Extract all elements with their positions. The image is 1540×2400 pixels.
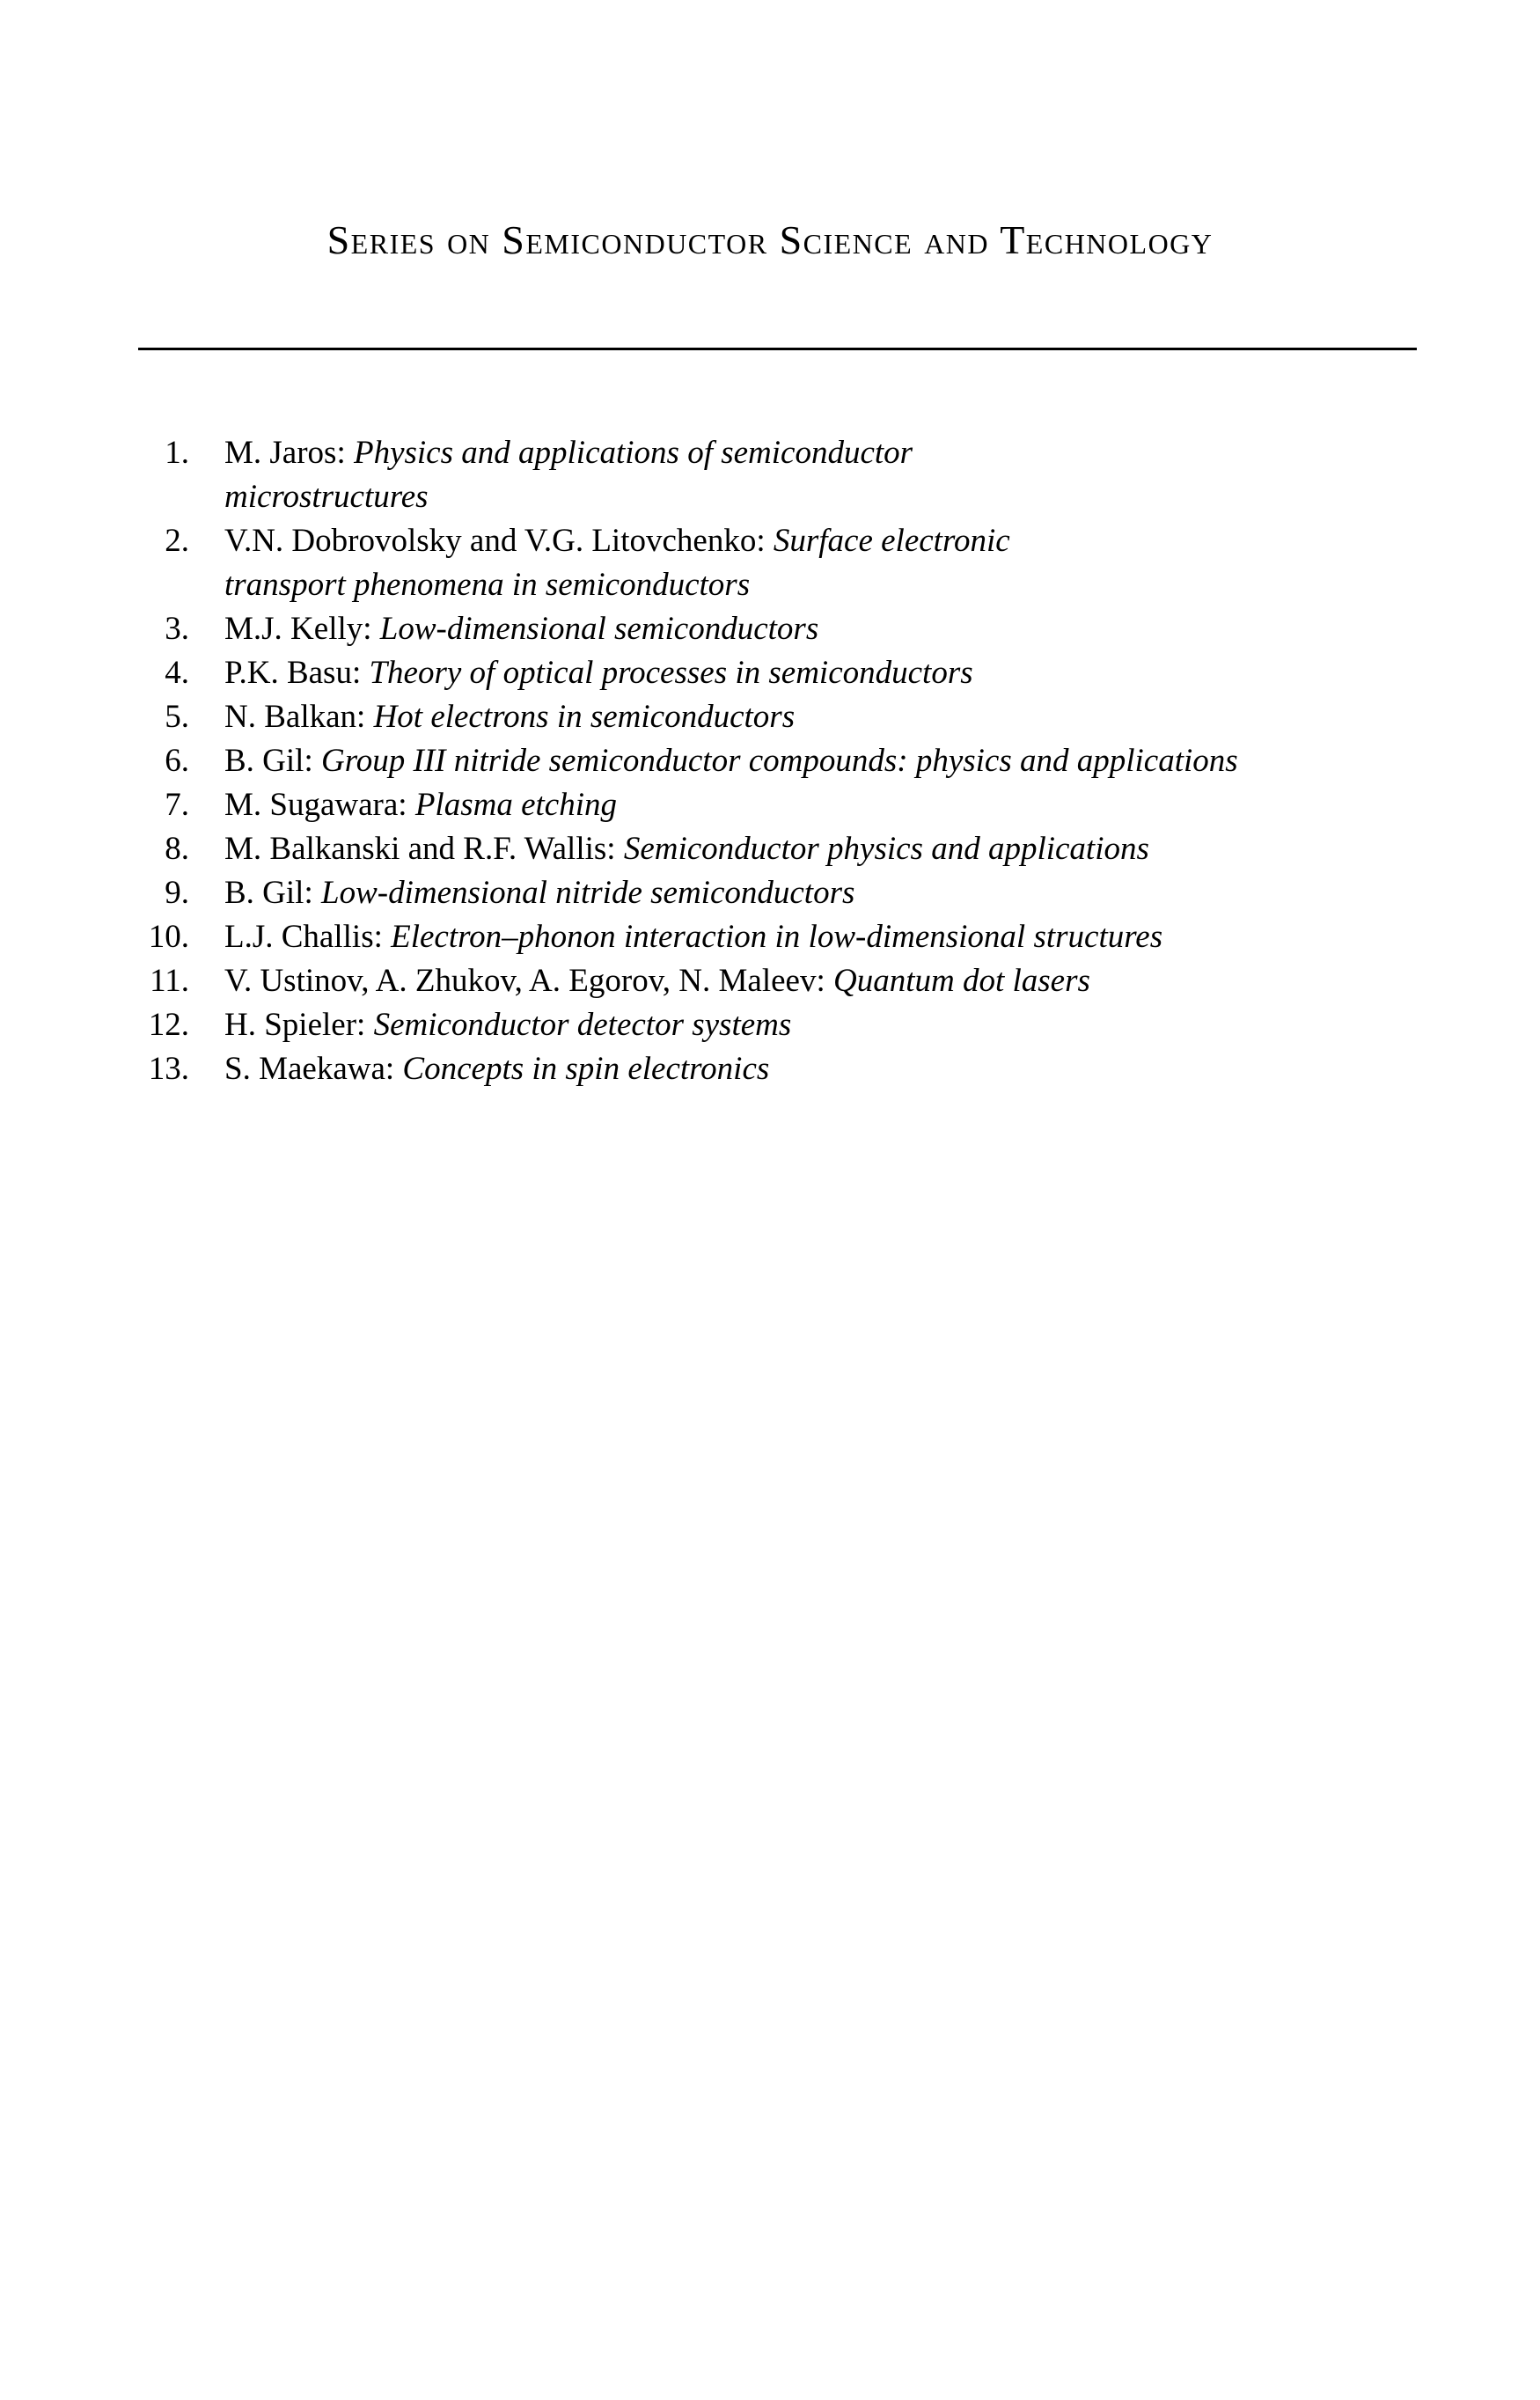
series-list <box>0 431 1540 1091</box>
item-text <box>224 871 854 915</box>
item-line <box>224 695 795 739</box>
item-number: 4. <box>165 654 189 691</box>
book-title: Quantum dot lasers <box>833 962 1090 999</box>
book-title: Group III nitride semiconductor compounds: physics and applications <box>321 742 1238 779</box>
book-series-page <box>0 0 1540 1091</box>
list-item <box>75 915 1540 959</box>
list-item <box>75 739 1540 783</box>
book-authors: N. Balkan: <box>224 698 374 735</box>
item-number: 2. <box>165 522 189 559</box>
item-line <box>224 519 1010 563</box>
list-item <box>75 695 1540 739</box>
item-line <box>224 783 617 827</box>
item-text <box>224 519 1010 607</box>
book-title: Concepts in spin electronics <box>402 1050 770 1087</box>
list-item <box>75 1047 1540 1091</box>
book-title: Low-dimensional nitride semiconductors <box>321 874 855 911</box>
book-title: Surface electronic <box>773 522 1010 559</box>
item-text <box>224 739 1238 783</box>
list-item <box>75 783 1540 827</box>
list-item <box>75 607 1540 651</box>
item-line <box>224 563 1010 607</box>
item-number: 13. <box>148 1050 189 1087</box>
item-line <box>224 959 1090 1003</box>
book-authors: S. Maekawa: <box>224 1050 403 1087</box>
book-authors: B. Gil: <box>224 874 321 911</box>
item-text <box>224 915 1162 959</box>
item-line <box>224 827 1149 871</box>
book-authors: M. Sugawara: <box>224 786 415 823</box>
book-authors: V. Ustinov, A. Zhukov, A. Egorov, N. Maleev: <box>224 962 833 999</box>
list-item <box>75 431 1540 519</box>
item-line <box>224 915 1162 959</box>
list-item <box>75 1003 1540 1047</box>
item-line <box>224 871 854 915</box>
item-text <box>224 1003 791 1047</box>
item-text <box>224 959 1090 1003</box>
book-title: Semiconductor detector systems <box>373 1006 792 1043</box>
book-authors: M. Jaros: <box>224 434 354 471</box>
item-text <box>224 651 973 695</box>
list-item <box>75 519 1540 607</box>
book-authors: L.J. Challis: <box>224 918 392 955</box>
book-authors: M.J. Kelly: <box>224 610 380 647</box>
item-number: 11. <box>150 962 189 999</box>
item-text <box>224 431 913 519</box>
list-item <box>75 827 1540 871</box>
book-title: Hot electrons in semiconductors <box>373 698 796 735</box>
item-text <box>224 827 1149 871</box>
book-authors: V.N. Dobrovolsky and V.G. Litovchenko: <box>224 522 774 559</box>
book-title: Semiconductor physics and applications <box>623 830 1149 867</box>
book-authors: H. Spieler: <box>224 1006 374 1043</box>
list-item <box>75 651 1540 695</box>
item-number: 9. <box>165 874 189 911</box>
book-title: Plasma etching <box>414 786 617 823</box>
item-line <box>224 651 973 695</box>
book-title: microstructures <box>224 478 429 515</box>
item-number: 5. <box>165 698 189 735</box>
item-number: 7. <box>165 786 189 823</box>
item-number: 10. <box>148 918 189 955</box>
item-line <box>224 607 818 651</box>
item-line <box>224 431 913 475</box>
item-number: 6. <box>165 742 189 779</box>
book-title: Low-dimensional semiconductors <box>379 610 819 647</box>
item-number: 3. <box>165 610 189 647</box>
item-text <box>224 783 617 827</box>
book-authors: M. Balkanski and R.F. Wallis: <box>224 830 624 867</box>
item-text <box>224 695 795 739</box>
book-title: Theory of optical processes in semiconductors <box>369 654 973 691</box>
item-line <box>224 1047 769 1091</box>
title-divider-rule <box>138 348 1417 350</box>
book-authors: B. Gil: <box>224 742 321 779</box>
item-number: 12. <box>148 1006 189 1043</box>
book-title: transport phenomena in semiconductors <box>224 566 751 603</box>
item-number: 1. <box>165 434 189 471</box>
item-text <box>224 607 818 651</box>
book-title: Physics and applications of semiconductor <box>353 434 913 471</box>
page-title: Series on Semiconductor Science and Technology <box>326 217 1214 262</box>
item-number: 8. <box>165 830 189 867</box>
list-item <box>75 871 1540 915</box>
item-text <box>224 1047 769 1091</box>
book-title: Electron–phonon interaction in low-dimensional structures <box>391 918 1163 955</box>
book-authors: P.K. Basu: <box>224 654 370 691</box>
list-item <box>75 959 1540 1003</box>
item-line <box>224 739 1238 783</box>
item-line <box>224 475 913 519</box>
item-line <box>224 1003 791 1047</box>
